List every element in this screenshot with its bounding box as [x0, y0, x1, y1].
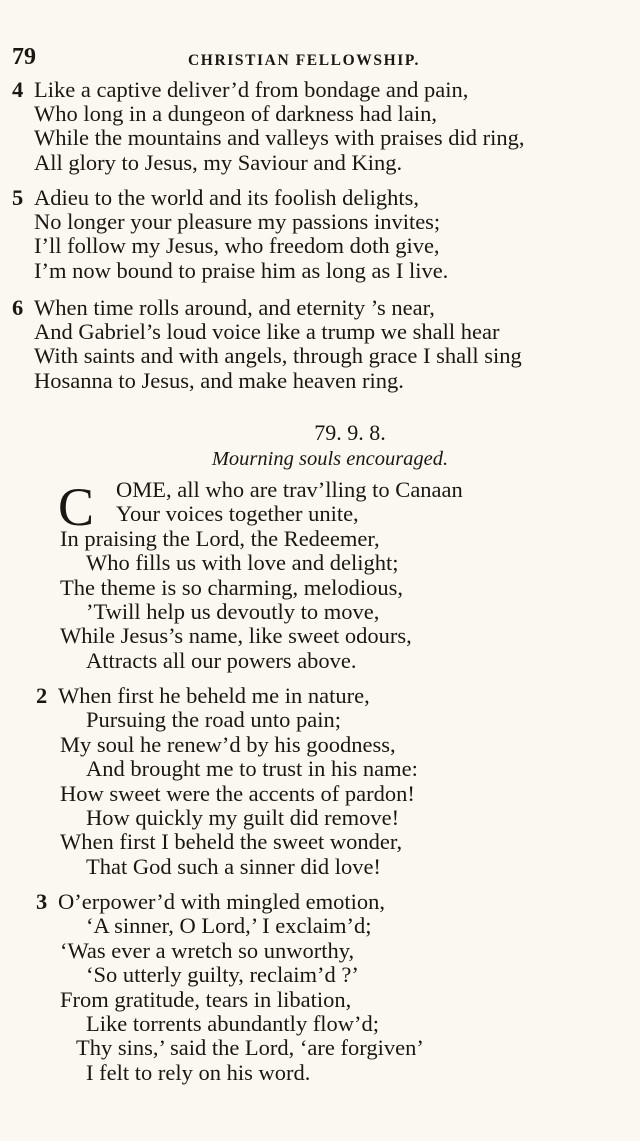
page-number: 79 — [12, 44, 36, 70]
verse-number: 4 — [12, 77, 24, 102]
verse-line: How sweet were the accents of pardon! — [60, 780, 415, 806]
verse-line: Like a captive deliver’d from bondage and pain, — [34, 77, 469, 102]
verse-line: My soul he renew’d by his goodness, — [60, 731, 396, 757]
verse-line: The theme is so charming, melodious, — [60, 574, 404, 600]
verse-line: ‘So utterly guilty, reclaim’d ?’ — [86, 962, 359, 988]
verse-line: OME, all who are trav’lling to Canaan — [116, 477, 463, 502]
hymn-subtitle: Mourning souls encouraged. — [211, 448, 449, 470]
verse-line: When first he beheld me in nature, — [58, 683, 370, 708]
verse-line: Your voices together unite, — [116, 501, 359, 527]
verse-line: While the mountains and valleys with praises did ring, — [34, 125, 525, 151]
verse-line: Who long in a dungeon of darkness had lain, — [34, 101, 438, 127]
verse-line: Attracts all our powers above. — [86, 647, 357, 673]
verse-line: Like torrents abundantly flow’d; — [86, 1010, 380, 1036]
verse-line: Who fills us with love and delight; — [86, 550, 399, 576]
hymn-verse-2 — [12, 684, 632, 879]
verse-line: And brought me to trust in his name: — [86, 756, 418, 782]
verse-line: Thy sins,’ said the Lord, ‘are forgiven’ — [76, 1035, 424, 1061]
verse-line: In praising the Lord, the Redeemer, — [60, 525, 380, 551]
verse-5 — [12, 186, 632, 283]
verse-line: I’m now bound to praise him as long as I live. — [34, 257, 449, 283]
hymn-number-meter: 79. 9. 8. — [314, 420, 386, 445]
verse-line: Adieu to the world and its foolish delights, — [34, 185, 419, 210]
verse-line: When first I beheld the sweet wonder, — [60, 829, 403, 855]
verse-line: ’Twill help us devoutly to move, — [86, 598, 380, 624]
verse-line: Pursuing the road unto pain; — [86, 707, 341, 733]
verse-number: 6 — [12, 295, 24, 320]
drop-cap: C — [58, 477, 95, 537]
verse-number: 2 — [36, 683, 48, 708]
verse-line: While Jesus’s name, like sweet odours, — [60, 623, 412, 649]
verse-number: 3 — [36, 889, 48, 914]
running-head: CHRISTIAN FELLOWSHIP. — [188, 52, 420, 69]
verse-number: 5 — [12, 185, 24, 210]
verse-4 — [12, 78, 632, 175]
verse-line: All glory to Jesus, my Saviour and King. — [34, 149, 403, 175]
verse-line: When time rolls around, and eternity ’s near, — [34, 295, 435, 320]
hymn-verse-3 — [12, 890, 632, 1085]
hymn-verse-1 — [12, 478, 632, 673]
verse-line: ‘Was ever a wretch so unworthy, — [60, 937, 355, 963]
verse-6 — [12, 296, 632, 393]
verse-line: Hosanna to Jesus, and make heaven ring. — [34, 367, 404, 393]
verse-line: No longer your pleasure my passions invites; — [34, 209, 441, 235]
verse-line: I’ll follow my Jesus, who freedom doth give, — [34, 233, 440, 259]
verse-line: That God such a sinner did love! — [86, 853, 381, 879]
verse-line: How quickly my guilt did remove! — [86, 804, 400, 830]
verse-line: With saints and with angels, through grace I shall sing — [34, 343, 522, 369]
verse-line: ‘A sinner, O Lord,’ I exclaim’d; — [86, 913, 372, 939]
verse-line: I felt to rely on his word. — [86, 1059, 311, 1085]
page-header — [12, 44, 622, 74]
verse-line: And Gabriel’s loud voice like a trump we shall hear — [34, 319, 500, 345]
verse-line: From gratitude, tears in libation, — [60, 986, 352, 1012]
verse-line: O’erpower’d with mingled emotion, — [58, 889, 386, 914]
